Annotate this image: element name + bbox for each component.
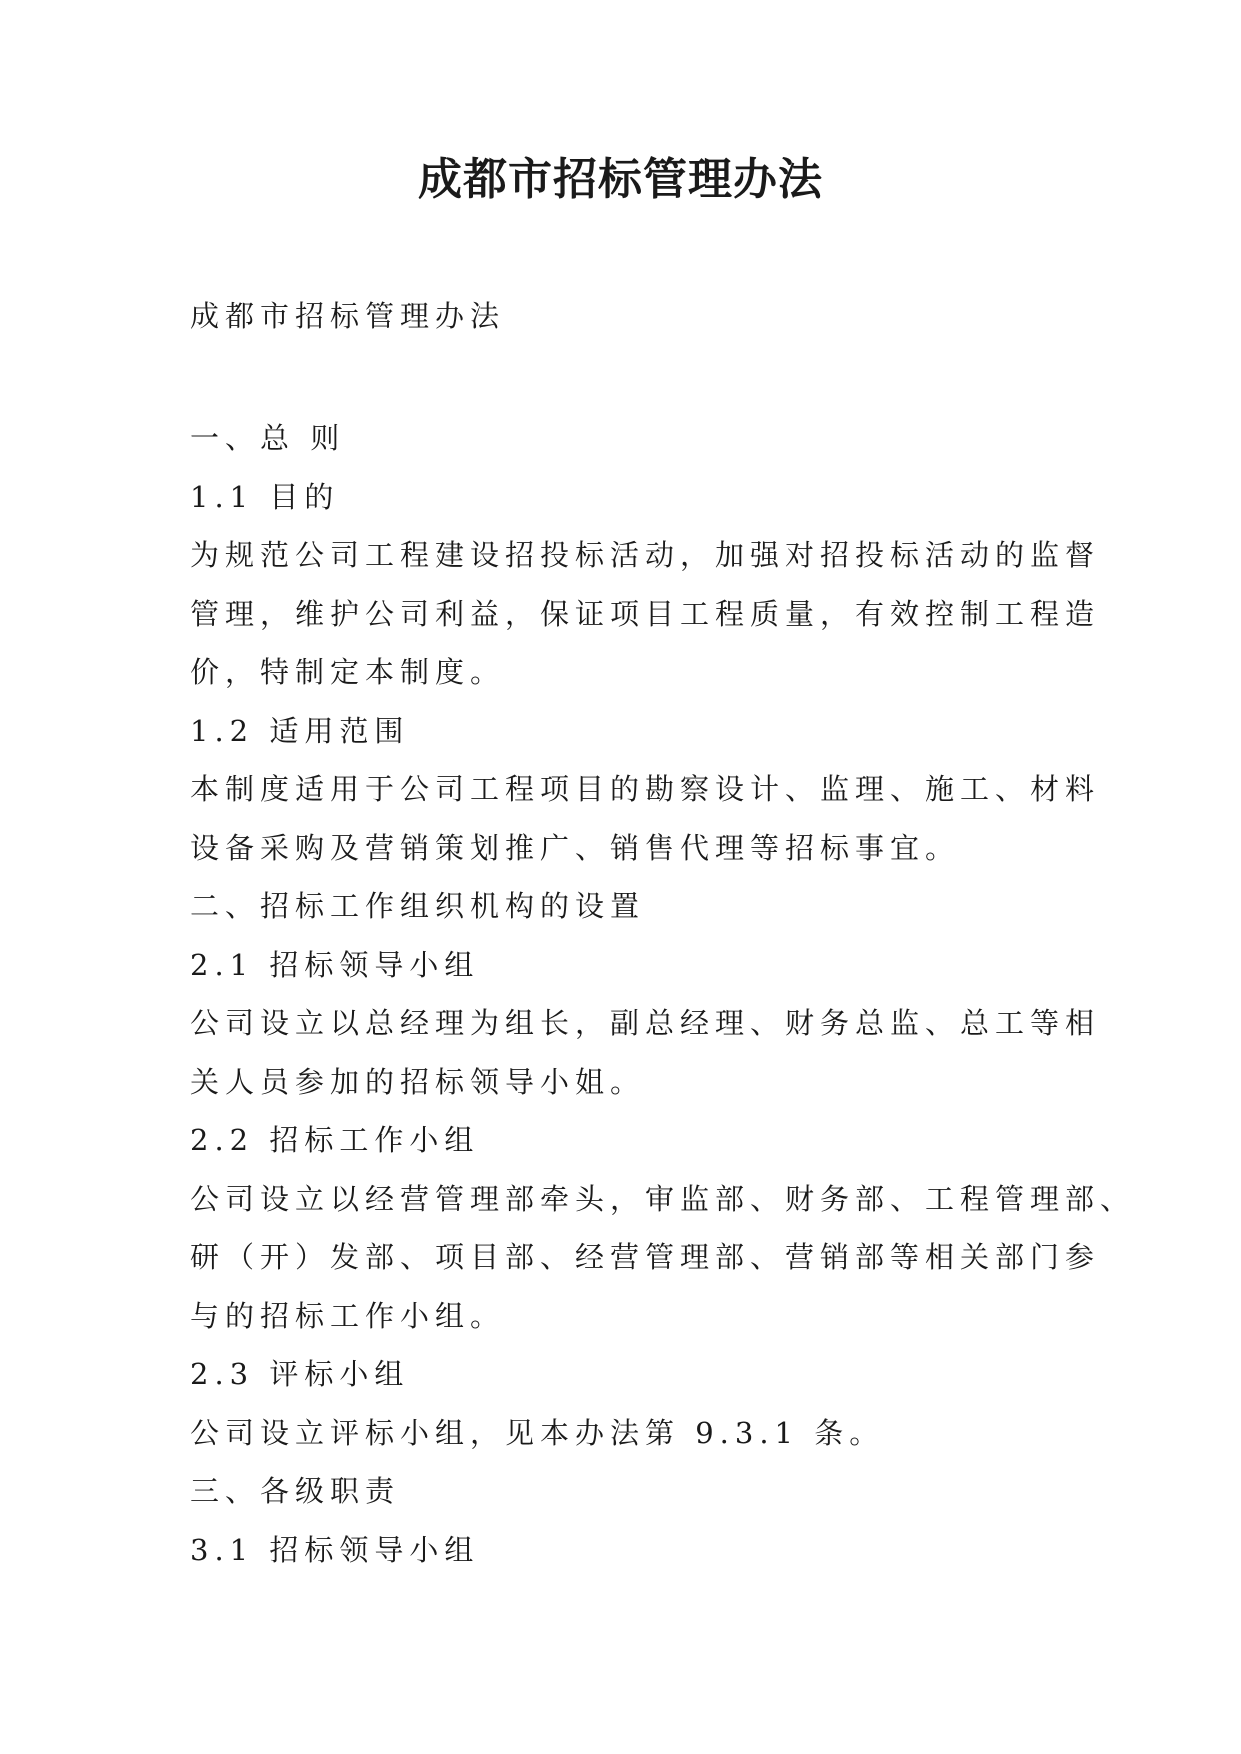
- subsection-heading: 1.2 适用范围: [190, 713, 410, 748]
- document-body: [190, 409, 1136, 1579]
- paragraph-line: 公司设立以总经理为组长，副总经理、财务总监、总工等相: [190, 1006, 1101, 1040]
- subsection-heading: 2.3 评标小组: [190, 1357, 410, 1391]
- paragraph-line: 公司设立评标小组，见本办法第 9.3.1 条。: [190, 1415, 885, 1450]
- paragraph-line: 公司设立以经营管理部牵头，审监部、财务部、工程管理部、: [190, 1181, 1136, 1216]
- section-heading: 二、招标工作组织机构的设置: [190, 889, 646, 923]
- subsection-heading: 1.1 目的: [190, 479, 340, 514]
- section-heading: 三、各级职责: [190, 1474, 401, 1508]
- document-title: 成都市招标管理办法: [418, 154, 823, 205]
- section-heading: 一、总 则: [190, 421, 346, 455]
- subsection-heading: 2.2 招标工作小组: [190, 1123, 480, 1157]
- paragraph-line: 管理，维护公司利益，保证项目工程质量，有效控制工程造: [190, 596, 1101, 631]
- document-subtitle: 成都市招标管理办法: [190, 299, 506, 333]
- paragraph-line: 设备采购及营销策划推广、销售代理等招标事宜。: [190, 830, 961, 865]
- paragraph-line: 研（开）发部、项目部、经营管理部、营销部等相关部门参: [190, 1240, 1101, 1274]
- subsection-heading: 3.1 招标领导小组: [190, 1532, 480, 1567]
- subsection-heading: 2.1 招标领导小组: [190, 947, 480, 982]
- paragraph-line: 与的招标工作小组。: [190, 1298, 506, 1333]
- paragraph-line: 本制度适用于公司工程项目的勘察设计、监理、施工、材料: [190, 772, 1101, 806]
- paragraph-line: 价，特制定本制度。: [190, 655, 506, 689]
- paragraph-line: 为规范公司工程建设招投标活动，加强对招投标活动的监督: [190, 538, 1101, 572]
- paragraph-line: 关人员参加的招标领导小姐。: [190, 1064, 646, 1099]
